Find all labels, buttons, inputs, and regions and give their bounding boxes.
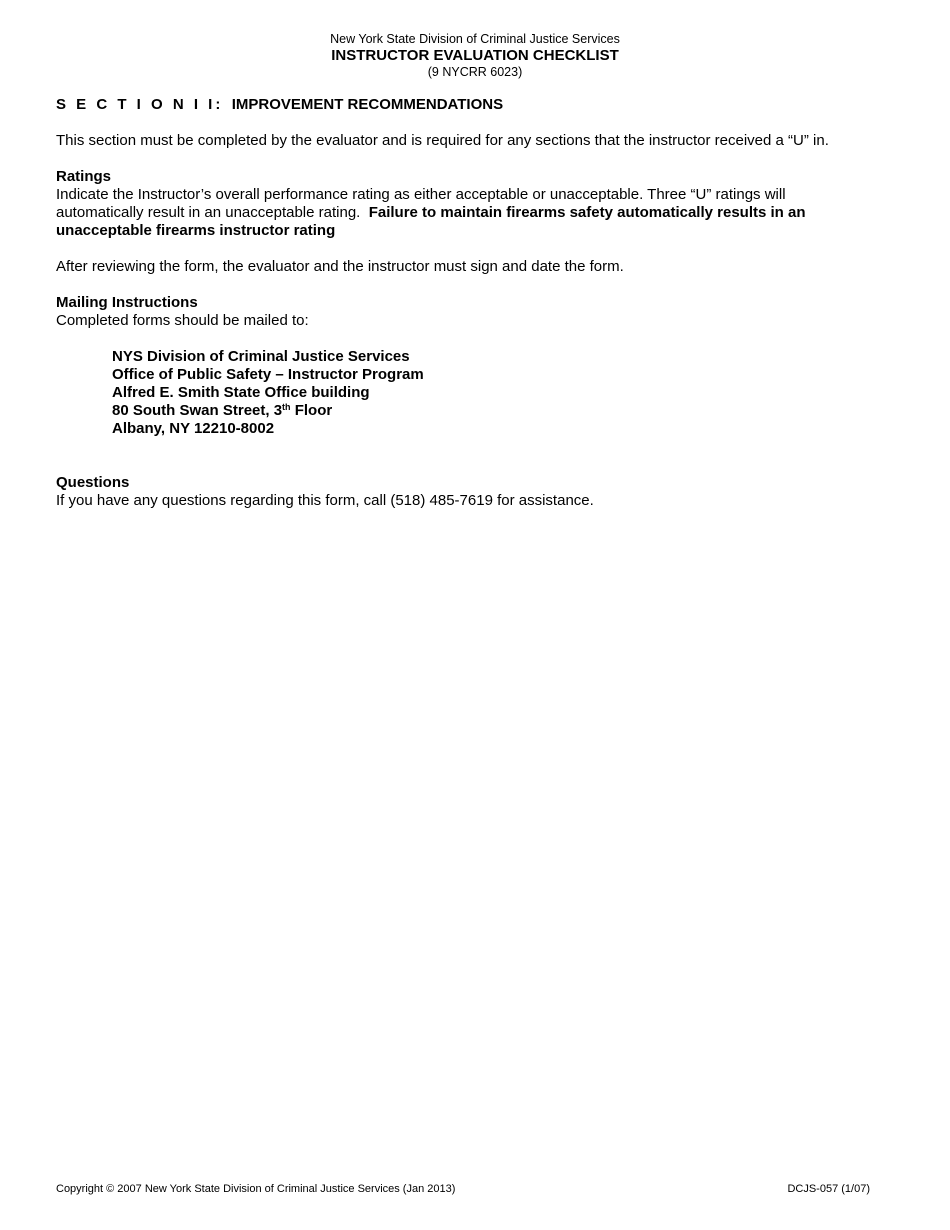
- document-header: [0, 32, 950, 80]
- address-line-3: Alfred E. Smith State Office building: [112, 384, 370, 401]
- section-title: IMPROVEMENT RECOMMENDATIONS: [231, 96, 504, 113]
- mailing-text: Completed forms should be mailed to:: [56, 312, 309, 329]
- regulation-reference: (9 NYCRR 6023): [427, 65, 523, 79]
- section-label: S E C T I O N I I:: [56, 96, 224, 113]
- address-line-2: Office of Public Safety – Instructor Program: [112, 366, 424, 383]
- section-heading: [56, 96, 876, 114]
- section-intro: This section must be completed by the evaluator and is required for any sections that the instructor received a “U” in.: [56, 132, 829, 149]
- ratings-text: Indicate the Instructor’s overall performance rating as either acceptable or unacceptable. Three “U” ratings will automatically result in an unacceptable rating.: [56, 186, 786, 221]
- copyright-notice: Copyright © 2007 New York State Division of Criminal Justice Services (Jan 2013): [56, 1183, 456, 1195]
- address-line-1: NYS Division of Criminal Justice Services: [112, 348, 410, 365]
- mailing-block: [56, 294, 876, 438]
- signing-instructions: After reviewing the form, the evaluator and the instructor must sign and date the form.: [56, 258, 624, 275]
- address-line-5: Albany, NY 12210-8002: [112, 420, 275, 437]
- ratings-paragraph: [56, 186, 876, 240]
- address-line-4-ordinal: th: [282, 402, 291, 412]
- ratings-block: [56, 168, 876, 240]
- agency-name: New York State Division of Criminal Justice Services: [330, 32, 620, 46]
- questions-text: If you have any questions regarding this form, call (518) 485-7619 for assistance.: [56, 492, 594, 509]
- address-line-4: [112, 402, 876, 420]
- document-body: [56, 96, 876, 528]
- mailing-heading: Mailing Instructions: [56, 294, 198, 311]
- form-title: INSTRUCTOR EVALUATION CHECKLIST: [331, 47, 619, 64]
- ratings-heading: Ratings: [56, 168, 112, 185]
- mailing-address: [112, 348, 876, 438]
- address-line-4-suffix: Floor: [290, 402, 333, 419]
- address-line-4-prefix: 80 South Swan Street, 3: [112, 402, 283, 419]
- ratings-bold-text: Failure to maintain firearms safety automatically results in an unacceptable firearms instructor rating: [56, 204, 806, 239]
- questions-heading: Questions: [56, 474, 130, 491]
- questions-block: [56, 474, 876, 510]
- form-number: DCJS-057 (1/07): [787, 1183, 870, 1195]
